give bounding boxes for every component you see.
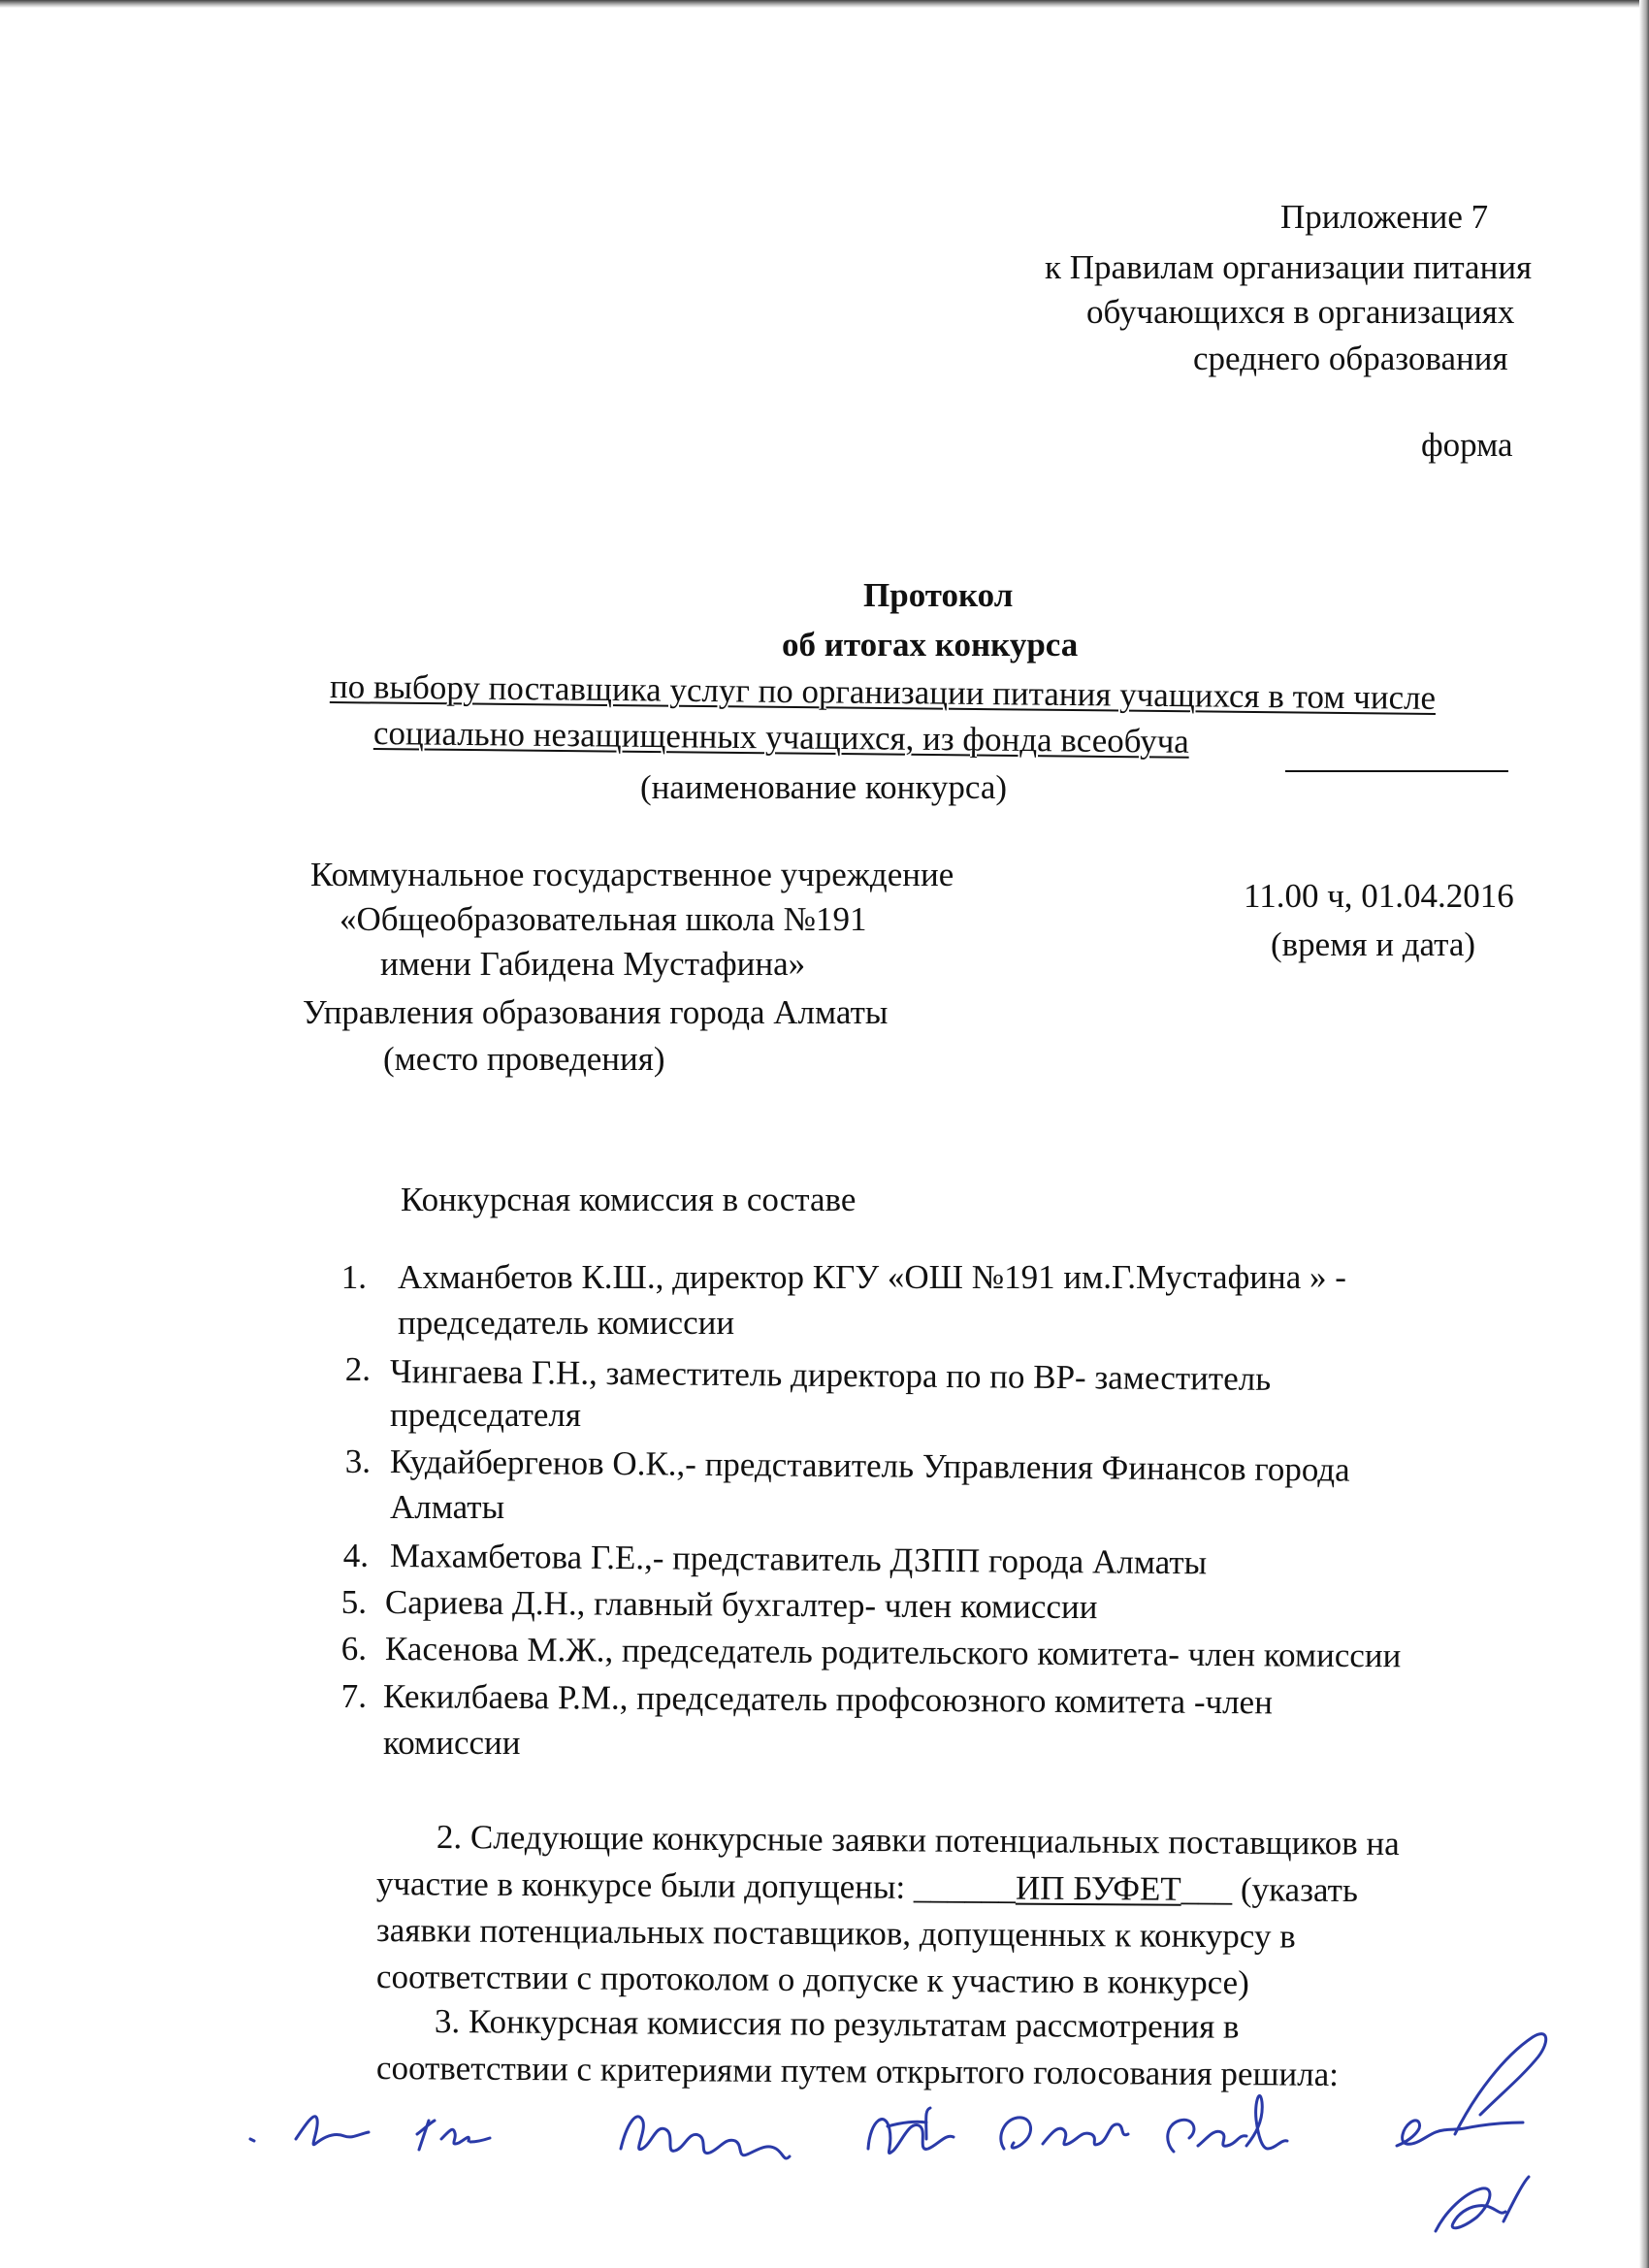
- admitted-supplier: ИП БУФЕТ: [1015, 1868, 1181, 1908]
- place-line-2: «Общеобразовательная школа №191: [340, 900, 867, 938]
- section2-line-1: 2. Следующие конкурсные заявки потенциальных поставщиков на: [436, 1818, 1400, 1863]
- section2-blank-before: ______: [913, 1867, 1017, 1907]
- rules-line-1: к Правилам организации питания: [1045, 248, 1533, 286]
- doc-subtitle: об итогах конкурса: [782, 626, 1079, 664]
- signature-4: [868, 2108, 954, 2154]
- member-number: 3.: [344, 1442, 371, 1480]
- signature-2: [417, 2121, 490, 2150]
- section3-line-1: 3. Конкурсная комиссия по результатам рассмотрения в: [434, 2002, 1240, 2046]
- signature-1: [250, 2117, 369, 2145]
- appendix-label: Приложение 7: [1280, 198, 1489, 236]
- competition-name-line-2: социально незащищенных учащихся, из фонда всеобуча: [372, 714, 1190, 761]
- place-line-1: Коммунальное государственное учреждение: [310, 856, 954, 893]
- member-number: 2.: [344, 1350, 371, 1388]
- member-line-2: председатель комиссии: [398, 1304, 735, 1342]
- member-line-1: Махамбетова Г.Е.,- представитель ДЗПП города Алматы: [389, 1537, 1208, 1582]
- section2-line-4: соответствии с протоколом о допуске к участию в конкурсе): [375, 1958, 1249, 2002]
- doc-title: Протокол: [863, 576, 1014, 614]
- competition-caption: (наименование конкурса): [640, 768, 1008, 806]
- member-line-1: Кудайбергенов О.К.,- представитель Управления Финансов города: [389, 1442, 1350, 1489]
- member-line-1: Чингаева Г.Н., заместитель директора по по ВР- заместитель: [389, 1352, 1272, 1398]
- signature-7: [1397, 2034, 1546, 2146]
- member-number: 6.: [340, 1630, 367, 1668]
- rules-line-3: среднего образования: [1193, 340, 1508, 377]
- member-line-1: Сариева Д.Н., главный бухгалтер- член комиссии: [384, 1583, 1098, 1627]
- member-number: 5.: [340, 1583, 367, 1621]
- member-line-1: Кекилбаева Р.М., председатель профсоюзного комитета -член: [382, 1677, 1274, 1722]
- member-line-1: Ахманбетов К.Ш., директор КГУ «ОШ №191 им.Г.Мустафина » -: [398, 1258, 1346, 1296]
- section2-suffix: (указать: [1232, 1870, 1359, 1910]
- signature-6: [1168, 2095, 1287, 2152]
- commission-heading: Конкурсная комиссия в составе: [401, 1181, 857, 1218]
- member-line-2: комиссии: [383, 1724, 521, 1762]
- form-label: форма: [1421, 426, 1513, 464]
- competition-name-line-1: по выбору поставщика услуг по организации питания учащихся в том числе: [329, 667, 1437, 717]
- datetime-value: 11.00 ч, 01.04.2016: [1244, 877, 1514, 915]
- signature-5: [1001, 2118, 1128, 2149]
- signature-8: [1436, 2177, 1529, 2231]
- place-line-4: Управления образования города Алматы: [303, 993, 889, 1031]
- section2-line-3: заявки потенциальных поставщиков, допущенных к конкурсу в: [375, 1911, 1296, 1956]
- member-line-1: Касенова М.Ж., председатель родительского комитета- член комиссии: [384, 1630, 1402, 1675]
- section3-line-2: соответствии с критериями путем открытого голосования решила:: [375, 2049, 1340, 2093]
- section2-prefix: участие в конкурсе были допущены:: [375, 1864, 915, 1906]
- signature-3: [621, 2117, 790, 2158]
- rules-line-2: обучающихся в организациях: [1086, 293, 1515, 331]
- member-line-2: Алматы: [390, 1488, 505, 1526]
- section2-blank-after: ___: [1180, 1869, 1233, 1909]
- member-line-2: председателя: [390, 1396, 581, 1434]
- place-caption: (место проведения): [383, 1040, 665, 1078]
- member-number: 1.: [340, 1258, 367, 1296]
- datetime-caption: (время и дата): [1271, 925, 1476, 963]
- place-line-3: имени Габидена Мустафина»: [380, 945, 806, 983]
- member-number: 4.: [342, 1537, 369, 1574]
- member-number: 7.: [340, 1677, 367, 1715]
